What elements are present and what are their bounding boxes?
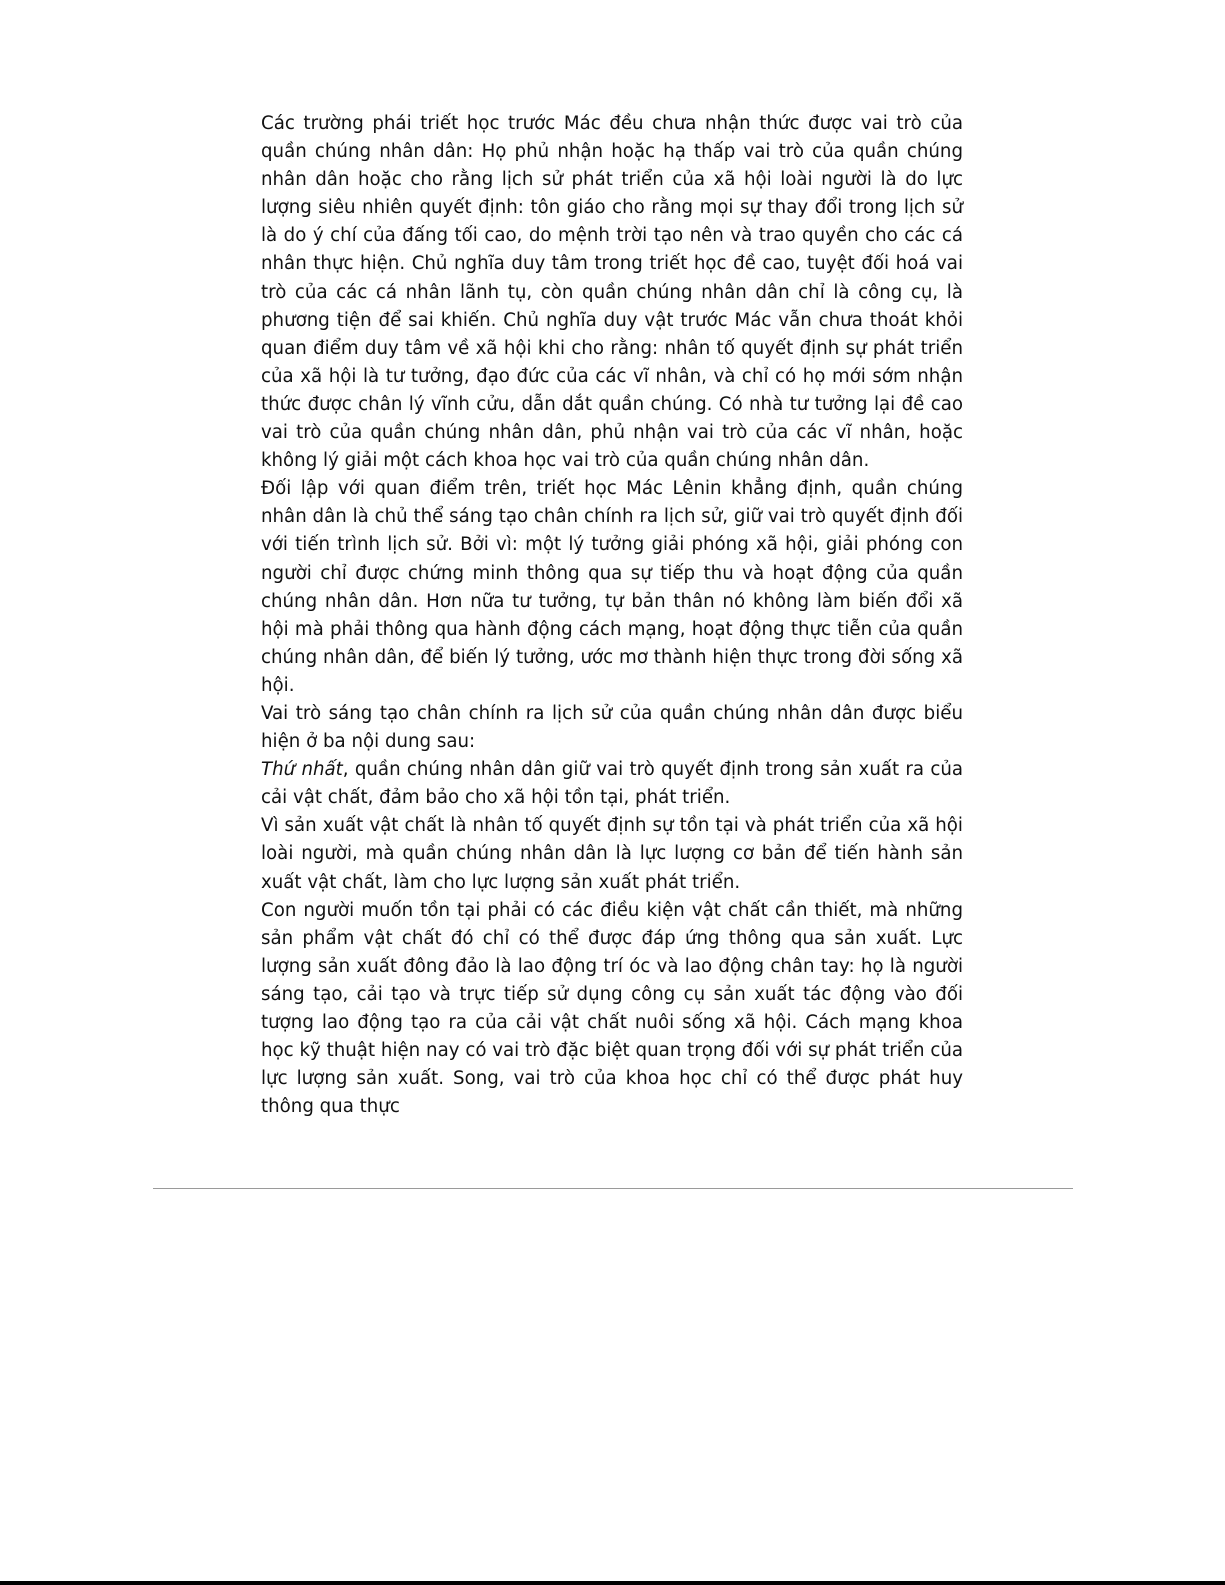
first-point-text: , quần chúng nhân dân giữ vai trò quyết định trong sản xuất ra của cải vật chất, đảm bảo cho xã hội tồn tại, phát triển.	[261, 759, 963, 809]
page-divider	[153, 1188, 1073, 1189]
paragraph-productive-forces: Con người muốn tồn tại phải có các điều kiện vật chất cần thiết, mà những sản phẩm vật chất đó chỉ có thể được đáp ứng thông qua sản xuất. Lực lượng sản xuất đông đảo là lao động trí óc và lao động chân tay: họ là người sáng tạo, cải tạo và trực tiếp sử dụng công cụ sản xuất tác động vào đối tượng lao động tạo ra của cải vật chất nuôi sống xã hội. Cách mạng khoa học kỹ thuật hiện nay có vai trò đặc biệt quan trọng đối với sự phát triển của lực lượng sản xuất. Song, vai trò của khoa học chỉ có thể được phát huy thông qua thực	[261, 899, 963, 1118]
paragraph-pre-marx-views: Các trường phái triết học trước Mác đều chưa nhận thức được vai trò của quần chúng nhân dân: Họ phủ nhận hoặc hạ thấp vai trò của quần chúng nhân dân hoặc cho rằng lịch sử phát triển của xã hội loài người là do lực lượng siêu nhiên quyết định: tôn giáo cho rằng mọi sự thay đổi trong lịch sử là do ý chí của đấng tối cao, do mệnh trời tạo nên và trao quyền cho các cá nhân thực hiện. Chủ nghĩa duy tâm trong triết học đề cao, tuyệt đối hoá vai trò của các cá nhân lãnh tụ, còn quần chúng nhân dân chỉ là công cụ, là phương tiện để sai khiến. Chủ nghĩa duy vật trước Mác vẫn chưa thoát khỏi quan điểm duy tâm về xã hội khi cho rằng: nhân tố quyết định sự phát triển của xã hội là tư tưởng, đạo đức của các vĩ nhân, và chỉ có họ mới sớm nhận thức được chân lý vĩnh cửu, dẫn dắt quần chúng. Có nhà tư tưởng lại đề cao vai trò của quần chúng nhân dân, phủ nhận vai trò của các vĩ nhân, hoặc không lý giải một cách khoa học vai trò của quần chúng nhân dân.	[261, 113, 963, 472]
paragraph-first-point	[261, 756, 963, 812]
bottom-edge-bar	[0, 1581, 1225, 1585]
paragraph-three-contents: Vai trò sáng tạo chân chính ra lịch sử của quần chúng nhân dân được biểu hiện ở ba nội dung sau:	[261, 702, 963, 753]
first-point-lead: Thứ nhất	[261, 759, 343, 781]
paragraph-marxist-view: Đối lập với quan điểm trên, triết học Mác Lênin khẳng định, quần chúng nhân dân là chủ thể sáng tạo chân chính ra lịch sử, giữ vai trò quyết định đối với tiến trình lịch sử. Bởi vì: một lý tưởng giải phóng xã hội, giải phóng con người chỉ được chứng minh thông qua sự tiếp thu và hoạt động của quần chúng nhân dân. Hơn nữa tư tưởng, tự bản thân nó không làm biến đổi xã hội mà phải thông qua hành động cách mạng, hoạt động thực tiễn của quần chúng nhân dân, để biến lý tưởng, ước mơ thành hiện thực trong đời sống xã hội.	[261, 478, 963, 696]
paragraph-material-production: Vì sản xuất vật chất là nhân tố quyết định sự tồn tại và phát triển của xã hội loài người, mà quần chúng nhân dân là lực lượng cơ bản để tiến hành sản xuất vật chất, làm cho lực lượng sản xuất phát triển.	[261, 815, 963, 893]
document-body	[261, 110, 963, 1121]
